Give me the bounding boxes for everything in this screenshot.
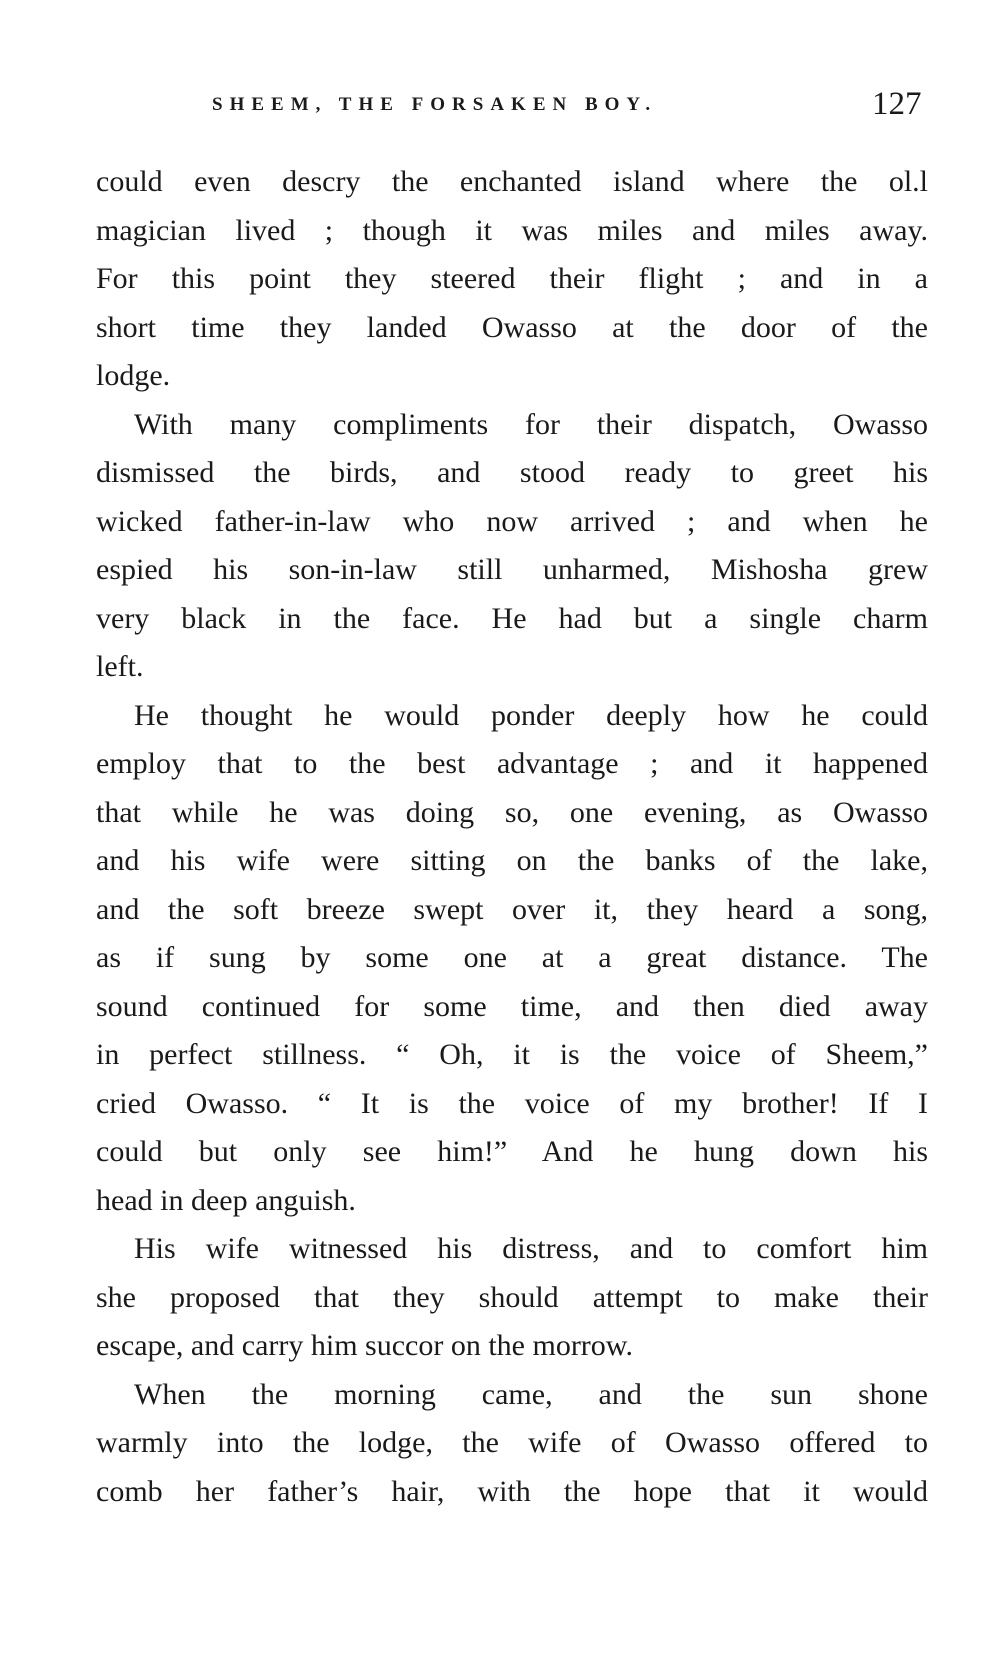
text-line: as if sung by some one at a great distance. The: [96, 941, 928, 974]
paragraph-3: [96, 692, 928, 1226]
paragraph-5: [96, 1371, 928, 1517]
text-line: comb her father’s hair, with the hope that it would: [96, 1474, 928, 1508]
running-head: [0, 86, 1000, 126]
text-line: dismissed the birds, and stood ready to greet his: [96, 456, 928, 489]
page-number: 127: [872, 86, 922, 122]
text-line: head in deep anguish.: [96, 1183, 356, 1217]
running-title: SHEEM, THE FORSAKEN BOY.: [212, 94, 658, 115]
text-line: and the soft breeze swept over it, they heard a song,: [96, 892, 928, 926]
paragraph-4: [96, 1225, 928, 1371]
text-line: lodge.: [96, 359, 171, 392]
text-line: that while he was doing so, one evening, as Owasso: [96, 795, 928, 829]
text-line: short time they landed Owasso at the door of the: [96, 310, 928, 344]
text-line: For this point they steered their flight ; and in a: [96, 262, 928, 295]
text-line: With many compliments for their dispatch, Owasso: [134, 407, 928, 441]
text-line: magician lived ; though it was miles and miles away.: [96, 213, 928, 247]
paragraph-2: [96, 401, 928, 692]
text-line: could even descry the enchanted island where the ol.l: [96, 165, 928, 198]
text-line: When the morning came, and the sun shone: [134, 1377, 928, 1411]
text-line: cried Owasso. “ It is the voice of my brother! If I: [96, 1086, 928, 1120]
text-line: wicked father-in-law who now arrived ; and when he: [96, 504, 928, 538]
text-line: left.: [96, 650, 144, 683]
text-line: she proposed that they should attempt to make their: [96, 1280, 928, 1314]
text-line: in perfect stillness. “ Oh, it is the voice of Sheem,”: [96, 1038, 928, 1071]
paragraph-1: [96, 158, 928, 401]
text-line: escape, and carry him succor on the morrow.: [96, 1329, 634, 1362]
text-line: sound continued for some time, and then died away: [96, 989, 928, 1023]
text-line: employ that to the best advantage ; and it happened: [96, 747, 928, 780]
text-line: and his wife were sitting on the banks of the lake,: [96, 844, 928, 877]
text-line: warmly into the lodge, the wife of Owasso offered to: [96, 1426, 928, 1459]
text-line: He thought he would ponder deeply how he could: [134, 698, 928, 732]
text-line: espied his son-in-law still unharmed, Mishosha grew: [96, 553, 928, 586]
text-line: could but only see him!” And he hung down his: [96, 1135, 928, 1168]
text-line: His wife witnessed his distress, and to comfort him: [134, 1232, 928, 1265]
body-text: [96, 158, 928, 1516]
text-line: very black in the face. He had but a single charm: [96, 601, 928, 635]
